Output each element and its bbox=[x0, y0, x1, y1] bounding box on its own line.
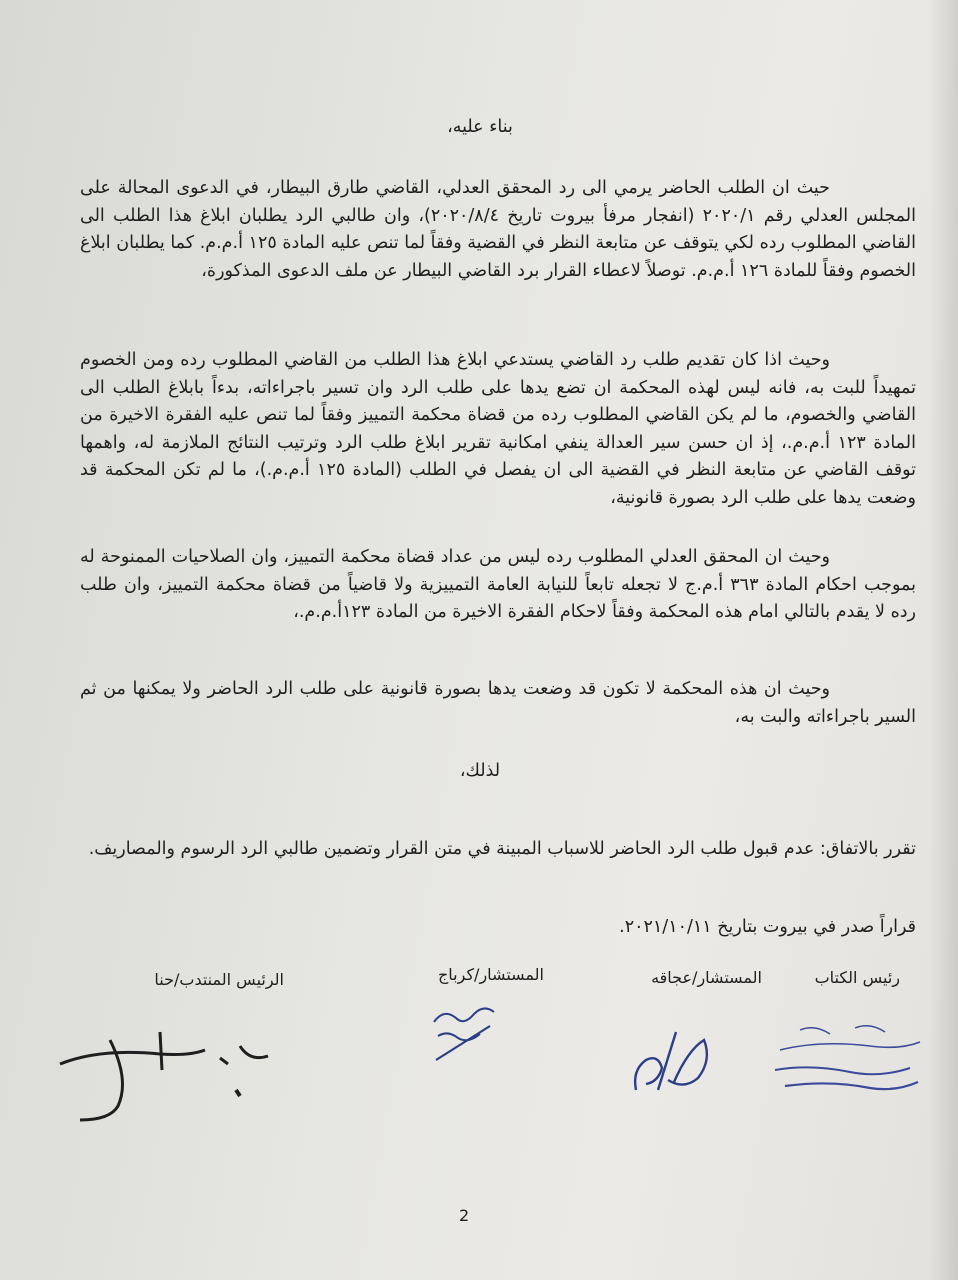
paragraph-4: وحيث ان هذه المحكمة لا تكون قد وضعت يدها بصورة قانونية على طلب الرد الحاضر ولا يمكنها من ثم السير باجراءاته والبت به، bbox=[80, 679, 916, 727]
advisor-2-label: المستشار/كرباج bbox=[437, 965, 544, 984]
paragraph-1: حيث ان الطلب الحاضر يرمي الى رد المحقق العدلي، القاضي طارق البيطار، في الدعوى المحالة على المجلس العدلي رقم ٢٠٢٠/١ (انفجار مرفأ بيروت تاريخ ٢٠٢٠/٨/٤)، وان طالبي الرد يطلبان ابلاغ هذا الطلب الى القاضي المطلوب رده لكي يتوقف عن متابعة النظر في القضية وفقاً لما تنص عليه المادة ١٢٥ أ.م.م. كما يطلبان ابلاغ الخصوم وفقاً للمادة ١٢٦ أ.م.م. توصلاً لاعطاء القرار برد القاضي البيطار عن ملف الدعوى المذكورة، bbox=[80, 178, 916, 281]
paragraph-3: وحيث ان المحقق العدلي المطلوب رده ليس من عداد قضاة محكمة التمييز، وان الصلاحيات الممنوحة له بموجب احكام المادة ٣٦٣ أ.م.ج لا تجعله تابعاً للنيابة العامة التمييزية ولا قاضياً من قضاة محكمة التمييز، وان طلب رده لا يقدم بالتالي امام هذه المحكمة وفقاً لاحكام الفقرة الاخيرة من المادة ١٢٣أ.م.م.، bbox=[80, 547, 916, 622]
page-number: 2 bbox=[459, 1206, 470, 1225]
paragraph-2: وحيث اذا كان تقديم طلب رد القاضي يستدعي ابلاغ هذا الطلب من القاضي المطلوب رده ومن الخصوم تمهيداً للبت به، فانه ليس لهذه المحكمة ان تضع يدها على طلب الرد وان تسير باجراءاته، بدءاً بابلاغ الطلب الى القاضي والخصوم، ما لم يكن القاضي المطلوب رده من قضاة محكمة التمييز وفقاً لما تنص عليه الفقرة الاخيرة من المادة ١٢٣ أ.م.م.، إذ ان حسن سير العدالة ينفي امكانية تقرير ابلاغ طلب الرد وترتيب النتائج الملازمة له، واهمها توقف القاضي عن متابعة النظر في القضية الى ان يفصل في الطلب (المادة ١٢٥ أ.م.م.)، ما لم تكن المحكمة قد وضعت يدها على طلب الرد بصورة قانونية، bbox=[80, 350, 917, 508]
decision-paragraph: تقرر بالاتفاق: عدم قبول طلب الرد الحاضر للاسباب المبينة في متن القرار وتضمين طالبي الرد الرسوم والمصاريف. bbox=[88, 839, 916, 859]
president-label: الرئيس المنتدب/حنا bbox=[154, 970, 284, 989]
heading: بناء عليه، bbox=[447, 117, 513, 137]
president-signature bbox=[40, 1020, 280, 1130]
advisor-1-signature bbox=[628, 1020, 718, 1100]
clerk-stamp bbox=[760, 1020, 930, 1100]
clerk-label: رئيس الكتاب bbox=[814, 968, 900, 987]
date-line: قراراً صدر في بيروت بتاريخ ٢٠٢١/١٠/١١. bbox=[619, 917, 916, 937]
paper-edge-shadow bbox=[928, 0, 958, 1280]
advisor-1-label: المستشار/عجاقه bbox=[651, 968, 762, 987]
therefore-heading: لذلك، bbox=[459, 761, 501, 781]
advisor-2-signature bbox=[428, 998, 508, 1068]
